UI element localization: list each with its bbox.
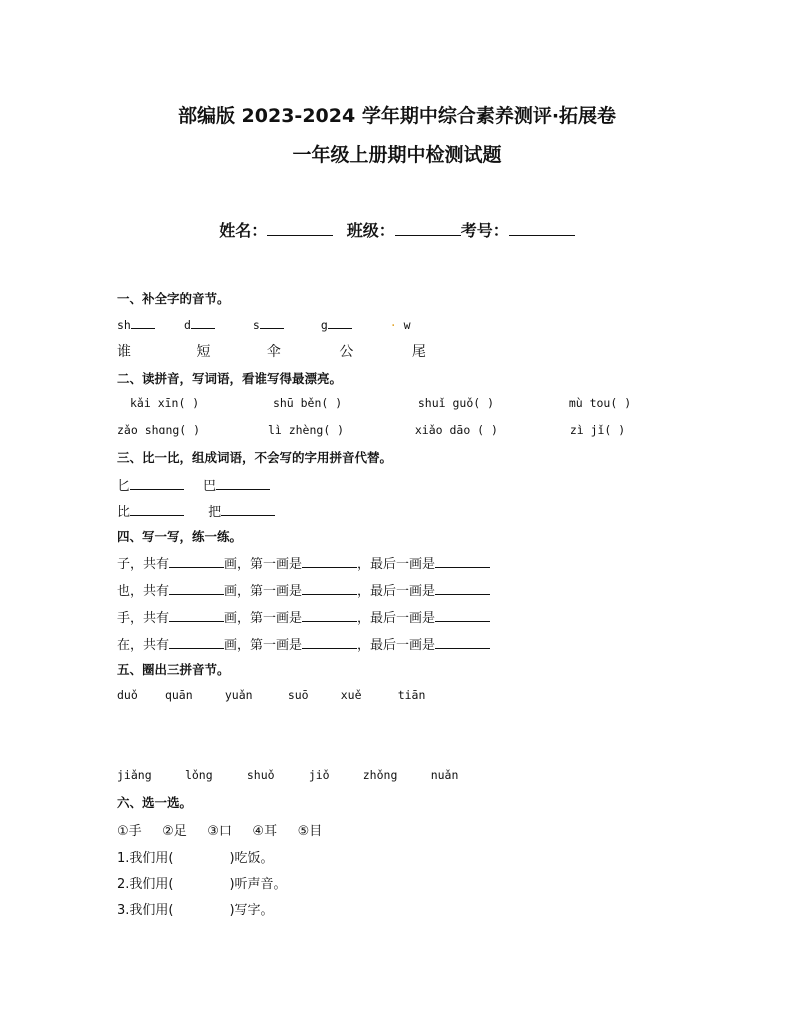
section-3-heading: 三、比一比，组成词语，不会写的字用拼音代替。 [117,450,393,465]
class-field[interactable] [395,221,461,236]
s4-blank[interactable] [302,634,357,649]
s1-char: 短 [196,344,211,360]
s4-text: ，最后一画是 [357,557,436,572]
student-info [0,218,794,241]
s4-row [117,553,490,572]
s1-char: 公 [339,344,354,360]
s6-item-suffix: )写字。 [229,903,274,918]
s3-blank[interactable] [221,503,275,516]
s1-blank[interactable] [131,317,155,329]
s5-syllable[interactable]: quān [164,688,193,702]
s5-syllable[interactable]: yuǎn [224,688,253,702]
s4-blank[interactable] [435,634,490,649]
s2-item: zì jǐ( ) [569,423,626,437]
section-4-heading: 四、写一写，练一练。 [117,529,243,544]
s2-row-2 [117,423,625,437]
s3-blank[interactable] [216,477,270,490]
s4-blank[interactable] [302,580,357,595]
s5-syllable[interactable]: jiǒ [308,768,330,782]
s6-option: ②足 [162,824,187,839]
s4-text: 画，第一画是 [224,557,303,572]
section-2-heading: 二、读拼音，写词语，看谁写得最漂亮。 [117,371,343,386]
s2-item: zǎo shɑng( ) [117,423,201,437]
s4-row [117,607,490,626]
s4-blank[interactable] [302,553,357,568]
s6-item-suffix: )听声音。 [229,877,287,892]
s4-text: 画，第一画是 [224,611,303,626]
s4-row [117,580,490,599]
s3-char: 巴 [203,479,217,494]
section-6-heading: 六、选一选。 [117,795,193,810]
s1-syllable: s [252,318,260,332]
s1-syllable: w [403,318,411,332]
title-line-2: 一年级上册期中检测试题 [292,144,502,166]
s4-blank[interactable] [169,634,224,649]
s6-item [117,899,274,918]
s4-char: 在 [117,638,131,653]
s5-syllable[interactable]: nuǎn [430,768,459,782]
s4-char: 子 [117,557,131,572]
s1-syllable: g [320,318,328,332]
section-1-heading: 一、补全字的音节。 [117,291,230,306]
s6-option: ④耳 [252,824,278,839]
s3-blank[interactable] [130,477,184,490]
s5-syllable[interactable]: zhǒng [362,768,398,782]
s2-item: shuǐ guǒ( ) [417,396,495,410]
name-field[interactable] [267,221,333,236]
s4-blank[interactable] [435,607,490,622]
s1-char: 谁 [117,344,131,360]
name-label: 姓名： [219,221,268,240]
s4-blank[interactable] [302,607,357,622]
s6-item [117,847,274,866]
s5-row-2 [117,768,458,782]
s1-char: 尾 [411,344,426,360]
s4-text: ，共有 [130,638,170,653]
s1-char-row [117,341,426,361]
s5-syllable[interactable]: suō [287,688,309,702]
s1-syllable: d [183,318,191,332]
s3-char: 比 [117,505,131,520]
s4-text: 画，第一画是 [224,584,303,599]
s2-row-1 [130,396,631,410]
exam-field[interactable] [509,221,575,236]
s1-syllable: sh [117,318,131,332]
s4-blank[interactable] [435,580,490,595]
s4-text: ，最后一画是 [357,611,436,626]
s6-item-prefix: 3.我们用( [117,903,174,918]
s4-text: ，共有 [130,584,170,599]
s1-char: 伞 [266,344,281,360]
s6-item-suffix: )吃饭。 [229,851,274,866]
s4-char: 也 [117,584,131,599]
dot-mark: · [389,318,397,332]
s5-syllable[interactable]: xuě [340,688,362,702]
s2-item: lì zhèng( ) [267,423,345,437]
s5-syllable[interactable]: tiān [397,688,426,702]
s4-blank[interactable] [169,580,224,595]
s3-char: 匕 [117,479,131,494]
s4-row [117,634,490,653]
s1-blank[interactable] [191,317,215,329]
s4-blank[interactable] [435,553,490,568]
class-label: 班级： [346,221,395,240]
s4-text: ，共有 [130,611,170,626]
s4-char: 手 [117,611,131,626]
s3-blank[interactable] [130,503,184,516]
s5-syllable[interactable]: shuǒ [246,768,275,782]
s6-item [117,873,287,892]
s5-syllable[interactable]: duǒ [117,688,138,702]
s4-blank[interactable] [169,607,224,622]
s1-blank[interactable] [260,317,284,329]
exam-label: 考号： [460,221,509,240]
s1-blank[interactable] [328,317,352,329]
s6-option: ①手 [117,824,142,839]
s3-row-1 [117,475,270,494]
s3-char: 把 [208,505,222,520]
s4-blank[interactable] [169,553,224,568]
s4-text: 画，第一画是 [224,638,303,653]
title-line-1: 部编版 2023-2024 学年期中综合素养测评·拓展卷 [177,105,617,127]
s6-item-prefix: 1.我们用( [117,851,174,866]
s1-syllable-row [117,317,411,332]
section-5-heading: 五、圈出三拼音节。 [117,662,230,677]
s6-option: ⑤目 [297,824,323,839]
s2-item: mù tou( ) [568,396,632,410]
s2-item: shū běn( ) [272,396,343,410]
s4-text: ，最后一画是 [357,638,436,653]
s5-row-1 [117,688,425,702]
s3-row-2 [117,501,275,520]
s6-item-prefix: 2.我们用( [117,877,174,892]
s2-item: kǎi xīn( ) [130,396,200,410]
s5-syllable[interactable]: jiǎng [117,768,152,782]
s5-syllable[interactable]: lǒng [184,768,213,782]
s4-text: ，最后一画是 [357,584,436,599]
s6-options [117,820,322,839]
s2-item: xiǎo dāo ( ) [414,423,498,437]
s6-option: ③口 [207,824,232,839]
s4-text: ，共有 [130,557,170,572]
